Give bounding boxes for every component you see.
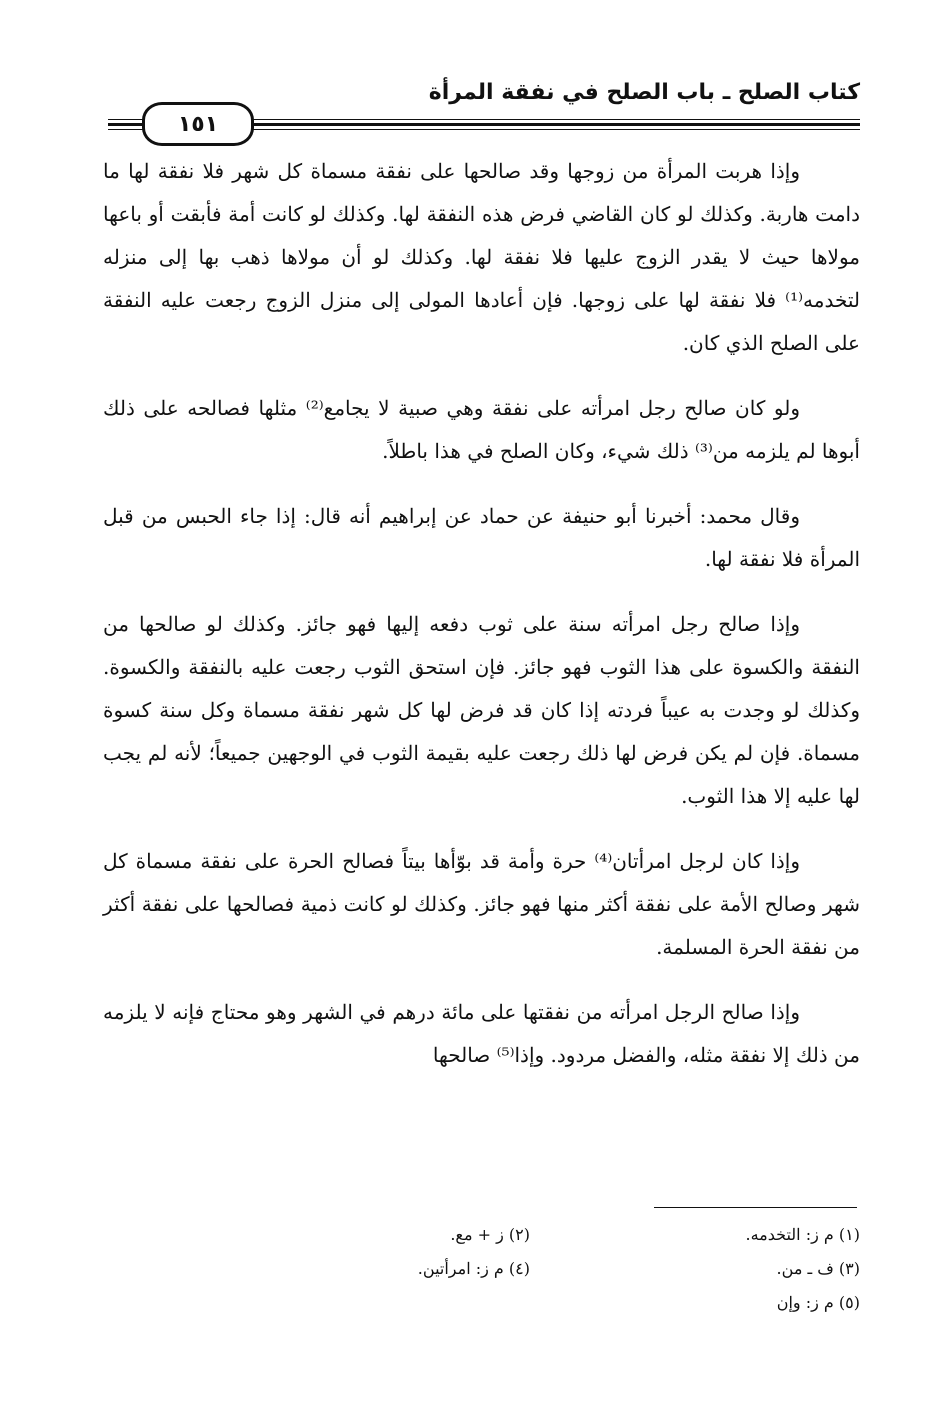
page-number: ١٥١ <box>142 102 254 146</box>
footnote-1: (١) م ز: التخدمه. <box>745 1225 860 1244</box>
footnote-3: (٣) ف ـ من. <box>776 1259 860 1278</box>
paragraph-3: وقال محمد: أخبرنا أبو حنيفة عن حماد عن إبراهيم أنه قال: إذا جاء الحبس من قبل المرأة فلا نفقة لها. <box>103 504 860 571</box>
paragraph-2: ولو كان صالح رجل امرأته على نفقة وهي صبية لا يجامع⁽²⁾ مثلها فصالحه على ذلك أبوها لم يلزمه من⁽³⁾ ذلك شيء، وكان الصلح في هذا باطلاً. <box>103 396 860 463</box>
paragraph-1: وإذا هربت المرأة من زوجها وقد صالحها على نفقة مسماة كل شهر فلا نفقة لها ما دامت هاربة. وكذلك لو كان القاضي فرض هذه النفقة لها. وكذلك لو كانت أمة فأبقت أو باعها مولاها حيث لا يقدر الزوج عليها فلا نفقة لها. وكذلك لو أن مولاها ذهب بها إلى منزله لتخدمه⁽¹⁾ فلا نفقة لها على زوجها. فإن أعادها المولى إلى منزل الزوج رجعت عليه النفقة على الصلح الذي كان. <box>103 159 860 355</box>
body-text <box>103 150 860 1099</box>
running-header <box>108 78 860 148</box>
paragraph-5: وإذا كان لرجل امرأتان⁽⁴⁾ حرة وأمة قد بوّأها بيتاً فصالح الحرة على نفقة مسماة كل شهر وصالح الأمة على نفقة أكثر منها فهو جائز. وكذلك لو كانت ذمية فصالحها على نفقة أكثر من نفقة الحرة المسلمة. <box>103 849 860 959</box>
paragraph-4: وإذا صالح رجل امرأته سنة على ثوب دفعه إليها فهو جائز. وكذلك لو صالحها من النفقة والكسوة على هذا الثوب فهو جائز. فإن استحق الثوب رجعت عليه بالنفقة والكسوة. وكذلك لو وجدت به عيباً فردته إذا كان قد فرض لها كل شهر نفقة مسماة وكل سنة كسوة مسماة. فإن لم يكن فرض لها ذلك رجعت عليه بقيمة الثوب في الوجهين جميعاً؛ لأنه لم يجب لها عليه إلا هذا الثوب. <box>103 612 860 808</box>
chapter-title: كتاب الصلح ـ باب الصلح في نفقة المرأة <box>428 80 860 105</box>
footnote-2: (٢) ز + مع. <box>450 1225 530 1244</box>
footnote-4: (٤) م ز: امرأتين. <box>417 1259 530 1278</box>
footnotes <box>200 1218 860 1320</box>
paragraph-6: وإذا صالح الرجل امرأته من نفقتها على مائة درهم في الشهر وهو محتاج فإنه لا يلزمه من ذلك إلا نفقة مثله، والفضل مردود. وإذا⁽⁵⁾ صالحها <box>103 1000 860 1067</box>
footnote-separator <box>654 1207 857 1208</box>
footnote-5: (٥) م ز: وإن <box>776 1293 860 1312</box>
